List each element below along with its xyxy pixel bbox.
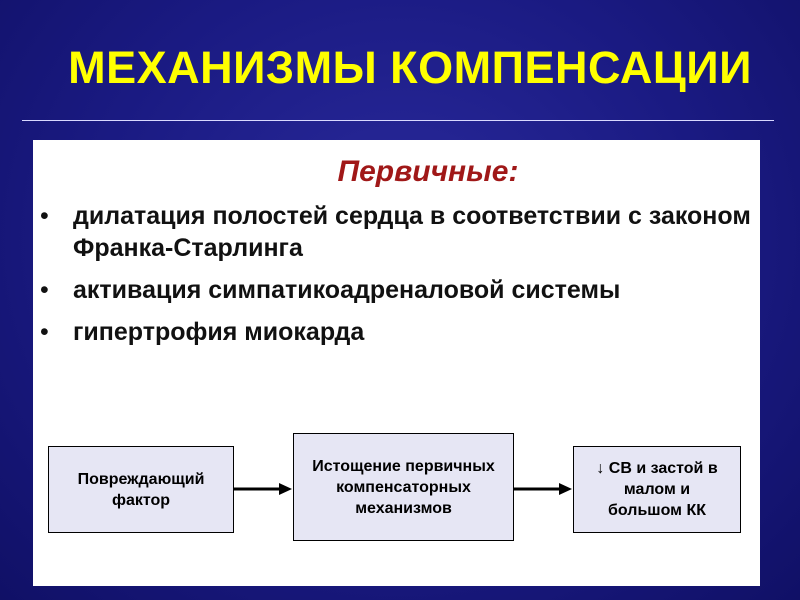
bullet-item-dilatation: • дилатация полостей сердца в соответствии с законом Франка-Старлинга [33, 200, 760, 264]
slide-title: МЕХАНИЗМЫ КОМПЕНСАЦИИ [68, 42, 752, 93]
bullet-item-sympathoadrenal: • активация симпатикоадреналовой системы [33, 274, 760, 306]
flow-box-outcome: ↓ СВ и застой в малом и большом КК [573, 446, 741, 533]
flow-box-exhaustion: Истощение первичных компенсаторных механизмов [293, 433, 514, 541]
section-heading: Первичные: [337, 155, 519, 188]
arrow-right-icon [234, 479, 293, 499]
flow-box-damaging-factor: Повреждающий фактор [48, 446, 234, 533]
bullet-list [33, 200, 760, 358]
bullet-item-hypertrophy: • гипертрофия миокарда [33, 316, 760, 348]
content-panel [33, 140, 760, 586]
title-divider [22, 120, 774, 121]
arrow-right-icon [514, 479, 573, 499]
